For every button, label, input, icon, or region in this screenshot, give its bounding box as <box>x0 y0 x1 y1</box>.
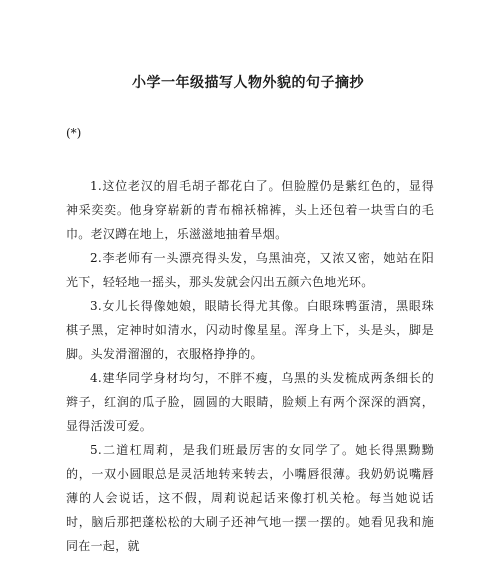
paragraph-3: 3.女儿长得像她娘，眼睛长得尤其像。白眼珠鸭蛋清，黑眼珠棋子黑，定神时如清水，闪动时像星星。浑身上下，头是头，脚是脚。头发滑溜溜的，衣服格挣挣的。 <box>66 299 434 361</box>
paragraph-5: 5.二道杠周莉，是我们班最厉害的女同学了。她长得黑黝黝的，一双小圆眼总是灵活地转来转去，小嘴唇很薄。我奶奶说嘴唇薄的人会说话，这不假，周莉说起话来像打机关枪。每当她说话时，脑后那把蓬松松的大刷子还神气地一摆一摆的。她看见我和施同在一起，就 <box>66 443 434 553</box>
document-title: 小学一年级描写人物外貌的句子摘抄 <box>132 75 364 91</box>
section-marker: (*) <box>66 126 82 140</box>
document-body <box>66 174 434 558</box>
paragraph-1: 1.这位老汉的眉毛胡子都花白了。但脸膛仍是紫红色的，显得神采奕奕。他身穿崭新的青布棉袄棉裤，头上还包着一块雪白的毛巾。老汉蹲在地上，乐滋滋地抽着旱烟。 <box>66 179 434 241</box>
paragraph-4: 4.建华同学身材均匀，不胖不瘦，乌黑的头发梳成两条细长的辫子，红润的瓜子脸，圆圆的大眼睛，脸颊上有两个深深的酒窝，显得活泼可爱。 <box>66 371 434 433</box>
paragraph-2: 2.李老师有一头漂亮得头发，乌黑油亮，又浓又密，她站在阳光下，轻轻地一摇头，那头发就会闪出五颜六色地光环。 <box>66 251 434 289</box>
